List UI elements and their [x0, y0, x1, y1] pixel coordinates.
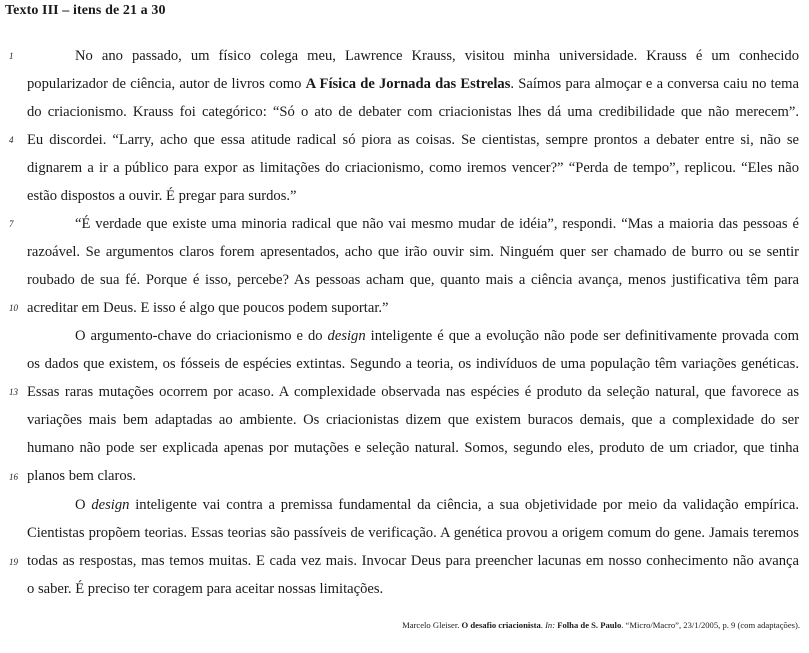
text-line: O design inteligente vai contra a premissa fundamental da ciência, a sua objetividade por meio da validação empírica.	[75, 497, 799, 513]
text-line: Essas raras mutações ocorrem por acaso. A complexidade observada nas espécies é produto da seleção natural, que favorece as	[27, 384, 799, 400]
italic-term: design	[91, 497, 130, 513]
text-line: Eu discordei. “Larry, acho que essa atitude radical só piora as coisas. Se cientistas, sempre prontos a debater entre si, não se	[27, 132, 799, 148]
text-line: popularizador de ciência, autor de livros como A Física de Jornada das Estrelas. Saímos para almoçar e a conversa caiu no tema	[27, 76, 799, 92]
italic-term: design	[327, 328, 366, 344]
line-number: 4	[9, 135, 14, 145]
source-citation: Marcelo Gleiser. O desafio criacionista. In: Folha de S. Paulo. “Micro/Macro”, 23/1/2005, p. 9 (com adaptações).	[402, 620, 800, 630]
line-number: 19	[9, 557, 18, 567]
text-line: do criacionismo. Krauss foi categórico: “Só o ato de debater com criacionistas lhes dá uma credibilidade que não merecem”.	[27, 104, 799, 120]
text-line: variações mais bem adaptadas ao ambiente. Os criacionistas dizem que existem buracos demais, que a complexidade do ser	[27, 412, 799, 428]
text-line: O argumento-chave do criacionismo e do design inteligente é que a evolução não pode ser definitivamente provada com	[75, 328, 799, 344]
line-number: 1	[9, 51, 14, 61]
line-number: 7	[9, 219, 14, 229]
book-title: A Física de Jornada das Estrelas	[305, 76, 511, 92]
text-line: roubado de sua fé. Porque é isso, percebe? As pessoas acham que, quanto mais a ciência avança, menos justificativa têm para	[27, 272, 799, 288]
text-line: “É verdade que existe uma minoria radical que não vai mesmo mudar de idéia”, respondi. “Mas a maioria das pessoas é	[75, 216, 799, 232]
text-line: dignarem a ir a público para expor as limitações do criacionismo, como iremos vencer?” “Perda de tempo”, replicou. “Eles não	[27, 160, 799, 176]
text-line: No ano passado, um físico colega meu, Lawrence Krauss, visitou minha universidade. Krauss é um conhecido	[75, 48, 799, 64]
text-line: os dados que existem, os fósseis de espécies extintas. Segundo a teoria, os indivíduos de uma população têm variações genéticas.	[27, 356, 799, 372]
text-line: planos bem claros.	[27, 468, 137, 484]
text-line: todas as respostas, mas temos muitas. E cada vez mais. Invocar Deus para preencher lacunas em nosso conhecimento não avança	[27, 553, 799, 569]
text-line: acreditar em Deus. E isso é algo que poucos podem suportar.”	[27, 300, 389, 316]
text-line: humano não pode ser explicada apenas por mutações e seleção natural. Somos, segundo eles, produto de um criador, que tinha	[27, 440, 799, 456]
text-line: Cientistas propõem teorias. Essas teorias são passíveis de verificação. A genética provou a origem comum do gene. Jamais teremos	[27, 525, 799, 541]
section-header: Texto III – itens de 21 a 30	[5, 3, 166, 18]
line-number: 16	[9, 472, 18, 482]
text-line: estão dispostos a ouvir. É pregar para surdos.”	[27, 188, 297, 204]
line-number: 10	[9, 303, 18, 313]
text-line: razoável. Se argumentos claros forem apresentados, acho que irão ouvir sim. Ninguém quer ser chamado de burro ou se sentir	[27, 244, 799, 260]
line-number: 13	[9, 387, 18, 397]
text-line: o saber. É preciso ter coragem para aceitar nossas limitações.	[27, 581, 384, 597]
